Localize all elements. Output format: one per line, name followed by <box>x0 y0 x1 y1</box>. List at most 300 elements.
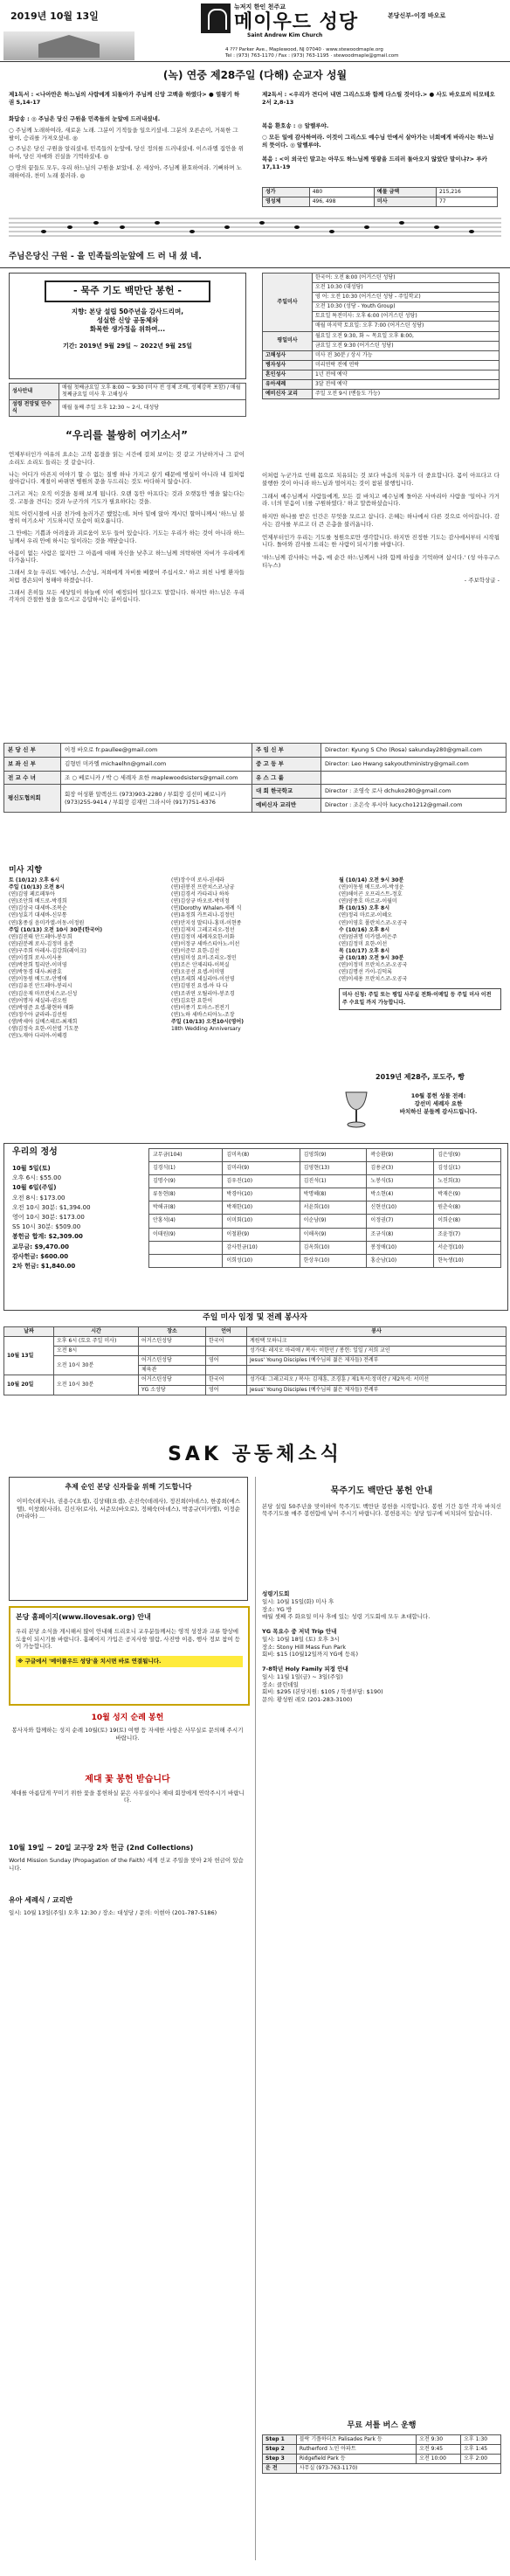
donor-cell: 노봉식(5) <box>367 1175 434 1188</box>
staff-role: 중 고 등 부 <box>252 757 321 771</box>
sacrament-name: 병자성사 <box>263 360 313 370</box>
intention-line: (연)노재아 다리아-이혜경 <box>9 1033 67 1040</box>
donor-cell: 서윤희(10) <box>300 1201 367 1215</box>
finance-line: 봉헌금 합계: $2,309.00 <box>12 1233 83 1241</box>
intention-line: (연)김영진 요셉-아 다 다 <box>171 983 228 990</box>
shuttle-stop: Ridgefield Park 등 <box>296 2455 416 2464</box>
intention-line: (연)해이곤 오프리스트-정호 <box>339 891 403 898</box>
essay-right-column <box>262 472 500 584</box>
staff-contact: Director: Kyung S Cho (Rosa) sakunday280@gmail.com <box>321 744 507 758</box>
staff-contact: Director: Leo Hwang sakyouthministry@gmail.com <box>321 757 507 771</box>
psalm-line: ○ 땅의 끝들도 모두, 우리 하느님의 구원을 보았네. 온 세상아, 주님께 환호하여라. 기뻐하며 노래하여라, 찬미 노래 불러라. ◎ <box>9 163 242 179</box>
intention-line: (연)이정미 프란치스코-오공국 <box>339 962 408 969</box>
donor-cell: 김영희(9) <box>300 1149 367 1162</box>
intention-line: (연)이세용 프란치스코-오공국 <box>339 976 408 983</box>
duty-lang: 영어 <box>206 1356 247 1366</box>
donor-cell <box>149 1254 223 1267</box>
shuttle-time: 오전 10:00 <box>417 2455 461 2464</box>
intention-line: (연)이동원 베드로-안병애 <box>9 976 67 983</box>
intention-line: 주일 (10/13) 오전 10시 30분(한국어) <box>9 926 103 933</box>
donor-list <box>377 1092 500 1115</box>
donor-cell: 한녹생(10) <box>434 1254 501 1267</box>
shuttle-step: Step 2 <box>263 2445 297 2455</box>
intention-line: (연)조세희 세실리아-이선영 <box>171 976 235 983</box>
donor-cell: 곽승환(9) <box>367 1149 434 1162</box>
duty-place: 어거스틴성당 <box>139 1356 206 1366</box>
duty-detail <box>247 1366 507 1375</box>
intention-line: (연)유정희 카트리나-김정민 <box>171 912 235 919</box>
intention-line: 18th Wedding Anniversary <box>171 1025 241 1032</box>
mission-text: World Mission Sunday (Propagation of the Faith) 세계 선교 주일을 맞아 2차 헌금이 있습니다. <box>9 1856 244 1872</box>
rosary-campaign-box <box>9 273 246 379</box>
donor-cell: 노진희(3) <box>434 1175 501 1188</box>
donor-thanks: 바치하신 분들께 감사드립니다. <box>399 1107 478 1115</box>
intention-line: (연)김정미 요한-이선 <box>339 940 388 947</box>
sacrament-name: 예비신자 교리 <box>263 390 313 399</box>
donor-row <box>149 1188 501 1201</box>
campaign-intent: 화목한 생가정을 위하여... <box>89 325 166 334</box>
psalm-title: 화답송 : ◎ 주님은 당신 구원을 민족들의 눈앞에 드러내셨네. <box>9 115 161 122</box>
duty-place: 어거스틴성당 <box>139 1375 206 1385</box>
rosary-campaign-title: - 묵주 기도 백만단 봉헌 - <box>45 280 210 302</box>
donor-cell: 김진석(1) <box>300 1175 367 1188</box>
donor-cell: 이철환(9) <box>223 1228 300 1241</box>
donor-cell: 이미회(10) <box>223 1215 300 1228</box>
stat-value: 480 <box>309 188 374 197</box>
donor-row <box>149 1241 501 1254</box>
intention-line: (연)정수아 글라라-김선원 <box>9 1011 67 1018</box>
donor-cell: 감사헌금(10) <box>223 1241 300 1254</box>
finance-summary <box>12 1164 143 1271</box>
duty-head: 봉사 <box>247 1327 507 1337</box>
duty-lang: 한국어 <box>206 1375 247 1385</box>
intention-line: (연)김유진 안드레아-봉리시 <box>9 983 72 990</box>
donor-row <box>149 1215 501 1228</box>
essay-paragraph: 나는 어디가 아픈지 이야기 할 수 없는 질병 하나 가지고 살기 때문에 병실이 아니라 내 집처럼 살아갑니다. 계절이 바뀌면 병원의 문을 두드리는 것도 마다하지 않습니다. <box>9 470 245 486</box>
essay-left-column <box>9 451 245 608</box>
donor-cell: 신현선(10) <box>367 1201 434 1215</box>
duty-lang: 영어 <box>206 1385 247 1395</box>
sak-item: 일시: 10월 15일(화) 미사 후 <box>262 1597 334 1605</box>
stat-value: 77 <box>436 197 497 207</box>
mass-intentions-col3 <box>339 877 501 1010</box>
intention-line: (연)김상규 바오로-박미정 <box>171 898 230 905</box>
sak-item: 일시: 10월 18일 (토) 오후 3시 <box>262 1635 340 1643</box>
sak-item: 회비: $15 (10월12일까지 YG에 등록) <box>262 1651 358 1658</box>
music-caption: 주님은당신 구원 - 을 민족들의눈앞에 드 러 내 셨 네. <box>9 252 202 261</box>
intention-line: (연)이준무 요한-김선 <box>171 947 220 954</box>
shuttle-time: 오후 1:30 <box>461 2435 501 2445</box>
mass-stats-table <box>262 187 498 207</box>
donor-cell: 박명혜(8) <box>300 1188 367 1201</box>
donor-row <box>149 1162 501 1175</box>
donor-cell: 교무금(104) <box>149 1149 223 1162</box>
staff-role: 전 교 수 녀 <box>4 771 61 785</box>
mass-row: 매월 마지막 토요일: 오후 7:00 (어거스틴 성당) <box>313 322 500 331</box>
donor-cell: 이희순(8) <box>434 1215 501 1228</box>
psalm-line: ○ 주님께 노래하여라, 새로운 노래. 그분이 기적들을 일으키셨네. 그분의 오른손이, 거룩한 그 팔이, 승리를 가져오셨네. ◎ <box>9 126 238 142</box>
stat-label: 영성체 <box>263 197 310 207</box>
altar-flower-notice <box>9 1774 246 1804</box>
sak-item: 회비: $295 (본당지원: $105 / 학생부담: $190) <box>262 1688 383 1696</box>
intention-line: (연)정리 마르코-이혜오 <box>339 912 392 919</box>
mission-title: 10월 19일 ~ 20일 교구장 2차 헌금 (2nd Collections) <box>9 1844 194 1852</box>
psalm-music-staff <box>9 213 501 248</box>
donor-cell: 한상우(10) <box>300 1254 367 1267</box>
staff-role: 보 좌 신 부 <box>4 757 61 771</box>
sacrament-info: 3달 전에 예약 <box>313 380 500 390</box>
sacrament-text: 매월 첫째금요일 오후 8:00 ~ 9:30 (미사 전 성체 조배, 성체강복 포함) / 매월 첫째금요일 미사 후 고해성사 <box>59 384 246 400</box>
bulletin-date: 2019년 10월 13일 <box>10 10 99 22</box>
intention-line: (연)김정미 세례자요한-이화 <box>171 933 235 940</box>
mass-row: 영 어: 오전 10:30 (어거스틴 성당 - 주일학교) <box>313 293 500 302</box>
donor-cell: 김옥희(10) <box>300 1241 367 1254</box>
donor-cell: 류동현(8) <box>149 1188 223 1201</box>
sacrament-info: 주일 오전 9시 (멘들도 가능) <box>313 390 500 399</box>
duty-date: 10월 20일 <box>4 1375 54 1395</box>
donor-row <box>149 1254 501 1267</box>
weekday-row: 금요일 오전 9:30 (어거스틴 성당) <box>313 341 500 350</box>
donor-cell: 이태원(9) <box>149 1228 223 1241</box>
bulletin-header <box>0 0 510 62</box>
intention-line: (연)성효기 대세바-신부통 <box>9 912 67 919</box>
duty-detail: 성가대: 그레고리오 / 복사: 김재훈, 조경훈 / 제1독서:정미란 / 제2독서: 서미선 <box>247 1375 507 1385</box>
duty-place: 어거스틴성당 <box>139 1337 206 1347</box>
donor-cell: 박재한(10) <box>223 1201 300 1215</box>
duty-time: 오전 10시 30분 <box>54 1356 139 1375</box>
duty-head: 날짜 <box>4 1327 54 1337</box>
intention-line: (연)Dorothy Whalen-세례 식 <box>171 905 242 912</box>
pilgrim-notice <box>9 1713 246 1742</box>
finance-line: 2차 헌금: $1,840.00 <box>12 1262 76 1270</box>
mass-row: 한국어: 오전 8:00 (어거스틴 성당) <box>313 274 500 283</box>
duty-detail: Jesus' Young Disciples (예수님의 젊은 제자들) 전례부 <box>247 1356 507 1366</box>
finance-line: 오전 8시: $173.00 <box>12 1194 65 1201</box>
reading-1: 제1독서 : <나아만은 하느님의 사람에게 되돌아가 주님께 신앙 고백을 하였다> ● 열왕기 하권 5,14-17 <box>9 91 240 106</box>
intention-line: 주일 (10/13) 오전10시(영어) <box>171 1018 244 1025</box>
sak-item: YG 목요수 중 저녁 Trip 안내 <box>262 1628 337 1636</box>
reading-2: 제2독서 : <우리가 견디어 내면 그리스도와 함께 다스릴 것이다.> ● 사도 바오로의 티모테오 2서 2,8-13 <box>262 91 495 106</box>
finance-line: SS 10시 30분: $509.00 <box>12 1223 81 1231</box>
sak-item: 7-8학년 Holy Family 피정 안내 <box>262 1665 348 1673</box>
duty-detail: 성가대: 레지오 마리애 / 복사: 이한민 / 봉헌: 일일 / 저희 교인 <box>247 1347 507 1356</box>
duty-time: 오전 10시 30분 <box>54 1375 139 1395</box>
essay-paragraph: 치트 어린시절에 시골 친가에 놀러가곤 했었는데, 처마 밑에 앉아 계시던 할머니께서 '하느님 불쌍히 여기소서' 기도하시던 모습이 떠오릅니다. <box>9 509 245 525</box>
sacrament-label: 성사안내 <box>10 384 59 400</box>
donor-cell: 김미옥(8) <box>223 1149 300 1162</box>
intention-line: (연)조은 안제리타-이복실 <box>171 962 230 969</box>
donor-cell: 원춘숙(8) <box>434 1201 501 1215</box>
intention-line: 토 (10/12) 오후 6시 <box>9 877 60 883</box>
intention-line: (연)양종호 마르코-이월미 <box>339 898 397 905</box>
weekday-row: 월요일 오전 9:30, 화 ~ 목요일 오후 8:00, <box>313 331 500 341</box>
gospel-acclamation: ○ 모든 일에 감사하여라. 이것이 그리스도 예수님 안에서 살아가는 너희에게 바라시는 하느님의 뜻이다. ◎ 알렐루야. <box>262 133 494 149</box>
essay-paragraph: 이처럼 누군가로 인해 몸으로 치유되는 것 보다 마음의 치유가 더 중요합니다. 몸이 아프다고 다 불행한 것이 아니라 하느님과 멀어지는 것이 참된 불행입니다. <box>262 472 500 487</box>
weekday-mass-label: 평일미사 <box>263 331 313 350</box>
finance-title: 우리의 정성 <box>12 1147 58 1157</box>
donor-cell: 이정권(7) <box>367 1215 434 1228</box>
altar-flower-text: 제대를 아름답게 꾸미기 위한 꽃을 봉헌하실 분은 사무실이나 제대 회장에게 연락주시기 바랍니다. <box>10 1789 245 1804</box>
intention-line: 월 (10/14) 오전 9시 30분 <box>339 877 404 883</box>
pilgrim-title: 10월 성지 순례 봉헌 <box>91 1714 164 1722</box>
shuttle-time: 오후 2:00 <box>461 2455 501 2464</box>
intention-line: (연)이영호 폴란치스코-오공국 <box>339 919 408 926</box>
sak-item: 성령기도회 <box>262 1590 290 1597</box>
essay-paragraph: 그래서 오늘 우리도 '예수님, 스승님, 저희에게 자비를 베풀어 주십시오.' 하고 외친 나병 환자들처럼 겸손되이 청해야 하겠습니다. <box>9 569 245 584</box>
finance-line: 10월 5일(토) <box>12 1165 51 1172</box>
donor-line: 10월 봉헌 성물 전례: <box>410 1092 466 1099</box>
finance-line: 교무금: $9,470.00 <box>12 1243 69 1250</box>
donor-cell: 박경아(10) <box>223 1188 300 1201</box>
sacrament-info: 미리연락 전에 연락 <box>313 360 500 370</box>
shuttle-time: 오전 9:30 <box>417 2435 461 2445</box>
intention-line: (연)구주희 아레사-김강희(레이크) <box>9 947 86 954</box>
donor-cell: 박소현(4) <box>367 1188 434 1201</box>
intention-line: (연)장수미 로사-권세라 <box>171 877 224 883</box>
intention-line: (연)조안희 베드로-박경희 <box>9 898 67 905</box>
rosary-notice-text: 본당 설립 50주년을 맞이하여 묵주기도 백만단 봉헌을 시작합니다. 봉헌 기간 동안 각자 바치신 묵주기도를 매주 봉헌함에 넣어 주시기 바랍니다. 봉헌용지는 성당 입구에 비치되어 있습니다. <box>262 1502 501 1518</box>
duty-time: 오후 6시 (토요 주일 미사) <box>54 1337 139 1347</box>
duty-place: 체육관 <box>139 1366 206 1375</box>
duty-table-title: 주일 미사 임정 및 전례 봉사자 <box>203 1313 307 1322</box>
intention-line: (연)권분례 로사-김정미 올분 <box>9 940 74 947</box>
donor-cell: 김경식(1) <box>149 1162 223 1175</box>
gospel-acclamation-title: 복음 환호송 : ◎ 알렐루야. <box>262 122 329 129</box>
donor-cell: 박재은(9) <box>434 1188 501 1201</box>
intention-line: 금 (10/18) 오전 9시 30분 <box>339 955 404 962</box>
staff-contact: 조 ○ 베로니카 / 박 ○ 세례자 요한 maplewoodsisters@gmail.com <box>61 771 252 785</box>
memorial-box <box>9 1477 248 1601</box>
intention-line: (생)김정숙 요한-이선엽 기도문 <box>9 1025 79 1032</box>
gospel-reading: 복음 : <이 외국인 말고는 아무도 하느님께 영광을 드리러 돌아오지 않았단 말이냐?> 루카 17,11-19 <box>262 156 487 171</box>
intention-line: 화 (10/15) 오후 8시 <box>339 905 390 912</box>
stat-value: 496, 498 <box>309 197 374 207</box>
donor-cell: 이순남(9) <box>300 1215 367 1228</box>
shuttle-title: 무료 셔틀 버스 운행 <box>347 2421 417 2430</box>
duty-detail: 계원택 모하니크 <box>247 1337 507 1347</box>
intention-line: (연)김명선 카이-김덕록 <box>339 969 392 976</box>
pilgrim-text: 봉사자와 함께하는 성지 순례 10월(토) 19(토) 여행 등 자세한 사항은 사무실로 문의해 주시기 바랍니다. <box>11 1727 244 1742</box>
donor-cell: 홍순남(10) <box>367 1254 434 1267</box>
staff-role: 대 회 한국학교 <box>252 785 321 799</box>
duty-head: 언어 <box>206 1327 247 1337</box>
mass-row: 오전 10:30 (성당 - Youth Group) <box>313 302 500 312</box>
staff-role: 예비신자 교리반 <box>252 799 321 813</box>
essay-paragraph: 하지만 하나를 받은 인간은 무엇을 모르고 삽니다. 은혜는 하나에서 다른 것으로 이어집니다. 감사는 감사를 부르고 더 큰 은총을 불러옵니다. <box>262 513 500 528</box>
stat-value: 215,216 <box>436 188 497 197</box>
intention-line: (연)김제지 그레고리오-정선 <box>171 926 235 933</box>
mass-row: 오전 10:30 (대성당) <box>313 283 500 293</box>
address-line: 4 ??? Parker Ave., Maplewood, NJ 07040 · www.stewoodmaple.org <box>225 47 383 52</box>
donor-cell: 조윤정(7) <box>434 1228 501 1241</box>
intention-line: (연)오공선 요셉-이미영 <box>171 969 224 976</box>
sunday-title: (녹) 연중 제28주일 (다해) 순교자 성월 <box>162 69 348 81</box>
staff-role: 평신도협의회 <box>4 785 61 813</box>
donor-row <box>149 1149 501 1162</box>
intention-line: (연)권봉진 프란치스코-남궁 <box>171 884 235 891</box>
essay-paragraph: 언제부터인가 여유의 요소는 고작 몸결을 읽는 시간에 걸쳐 보이는 것 같고 가난하거나 그 같이 소리도 소리도 들리는 것 같습니다. <box>9 451 245 466</box>
sak-item: 매월 셋째 주 화요일 미사 후에 있는 성령 기도회에 모두 초대합니다. <box>262 1613 431 1621</box>
intention-line: (연)김진태 안드레아-봉두희 <box>9 933 72 940</box>
duty-lang <box>206 1366 247 1375</box>
sak-item: 일시: 11월 1일(금) ~ 3일(주일) <box>262 1672 343 1680</box>
duty-date: 10월 13일 <box>4 1337 54 1375</box>
homepage-notice <box>9 1606 250 1706</box>
sak-right-items <box>262 1590 501 1704</box>
intention-line: (연)김운재 마프란치스코-신성 <box>9 990 78 997</box>
sak-item: 장소: Stony Hill Mass Fun Park <box>262 1643 347 1651</box>
essay-signature: - 주보학상글 - <box>464 576 500 584</box>
sunday-mass-label: 주일미사 <box>263 274 313 332</box>
intention-line: (연)노하 세바스티아노-조장 <box>171 1011 235 1018</box>
intention-line: (연)홍종심 음미카엘-이동-이정원 <box>9 919 85 926</box>
duty-table <box>3 1326 507 1395</box>
intention-line: (연)조귀연 오틸리아-봉조경 <box>171 990 235 997</box>
donor-cell: 김은영(9) <box>434 1149 501 1162</box>
duty-head: 시간 <box>54 1327 139 1337</box>
baptism-notice <box>9 1896 246 1917</box>
finance-line: 감사헌금: $600.00 <box>12 1252 69 1260</box>
essay-paragraph: 그러고 저는 오직 이것을 통해 보게 됩니다. 오랜 동안 아프다는 것과 오랫동안 병을 앓는다는 것. 고통을 견디는 것과 누군가의 기도가 필요하다는 것을. <box>9 490 245 505</box>
shuttle-step: Step 3 <box>263 2455 297 2464</box>
stat-label: 예물 금액 <box>374 188 436 197</box>
shuttle-table <box>262 2434 501 2474</box>
sacrament-name: 혼인성사 <box>263 370 313 379</box>
psalm-block <box>9 115 245 179</box>
stat-label: 미사 <box>374 197 436 207</box>
staff-role: 유 스 그 룹 <box>252 771 321 785</box>
parish-priest: 본당신부-이경 바오로 <box>388 12 446 19</box>
intention-line: 수 (10/16) 오후 8시 <box>339 926 390 933</box>
donor-cell: 봉정애(10) <box>367 1241 434 1254</box>
shuttle-contact: 사무실 (973-763-1170) <box>296 2464 500 2474</box>
chalice-icon <box>339 1087 374 1131</box>
donor-cell: 김성실(1) <box>434 1162 501 1175</box>
contact-line: Tel : (973) 763-1170 / Fax : (973) 763-1195 · stewoodmaple@gmail.com <box>225 53 399 59</box>
donor-cell: 김우진(10) <box>223 1175 300 1188</box>
altar-flower-title: 제대 꽃 봉헌 받습니다 <box>85 1775 170 1784</box>
mass-row: 토요일 특전미사: 오후 6:00 (어거스틴 성당) <box>313 312 500 322</box>
donor-row <box>149 1228 501 1241</box>
intention-line: 주일 (10/13) 오전 8시 <box>9 884 65 891</box>
shuttle-time: 오전 9:45 <box>417 2445 461 2455</box>
church-photo <box>3 31 134 60</box>
church-title: 메이우드 성당 <box>234 11 359 33</box>
essay-paragraph: 그래서 예수님께서 사람들에게, 모든 걸 바치고 예수님께 돌아온 사마리아 사람을 '일어나 가거라. 너의 믿음이 너를 구원하였다.' 하고 말씀하셨습니다. <box>262 492 500 508</box>
donor-cell: 김용균(3) <box>367 1162 434 1175</box>
finance-line: 영어 10시 30분: $173.00 <box>12 1213 85 1221</box>
donor-row <box>149 1175 501 1188</box>
duty-head: 장소 <box>139 1327 206 1337</box>
duty-place: YG 소성당 <box>139 1385 206 1395</box>
baptism-text: 일시: 10월 13일(주일) 오후 12:30 / 장소: 대성당 / 문의: 이현아 (201-787-5186) <box>9 1908 217 1916</box>
intention-line: (생)박세아 실베스테르-최재희 <box>9 1018 78 1025</box>
campaign-intent: 성실한 신앙 공동체와 <box>96 315 159 324</box>
sak-news-title: SAK 공동체소식 <box>168 1444 342 1465</box>
mass-intentions-title: 미사 지향 <box>9 866 42 875</box>
donor-cell: 김영현(13) <box>300 1162 367 1175</box>
shuttle-step: 운 전 <box>263 2464 297 2474</box>
intention-line: (연)임미성 요비-조리오-정민 <box>171 955 237 962</box>
sacrament-info: 1년 전에 예약 <box>313 370 500 379</box>
stat-label: 성가 <box>263 188 310 197</box>
intention-line: (연)이경희 로사-이사용 <box>9 955 62 962</box>
sak-item: 문의: 황성원 레오 (201-283-3100) <box>262 1696 353 1704</box>
donor-cell: 조규식(8) <box>367 1228 434 1241</box>
staff-contact: Director : 조영숙 로사 dchuko280@gmail.com <box>321 785 507 799</box>
intention-line: (연)안지성 말티나-홍미-이현종 <box>171 919 242 926</box>
duty-lang: 한국어 <box>206 1337 247 1347</box>
memorial-title: 추제 순인 본당 신자들을 위해 기도합니다 <box>65 1483 192 1491</box>
intention-line: (연)박찬희 힐리안-이미영 <box>9 962 67 969</box>
donor-cell: 이희성(10) <box>223 1254 300 1267</box>
holy-text: 매월 둘째 주일 오후 12:30 ~ 2시, 대성당 <box>59 400 246 417</box>
rosary-notice <box>262 1485 501 1518</box>
staff-role: 주 임 신 부 <box>252 744 321 758</box>
mass-intentions-col2 <box>171 877 328 1033</box>
sacrament-name: 고해성사 <box>263 350 313 360</box>
holy-label: 성령 전망및 안수식 <box>10 400 59 417</box>
donor-names-table <box>148 1148 501 1268</box>
essay-paragraph: 그 안에는 기쁨과 어려움과 괴로움이 모두 들어 있습니다. 기도는 우리가 하는 것이 아니라 하느님께서 우리 안에 하시는 일이라는 것을 깨닫습니다. <box>9 530 245 544</box>
donor-line: 강선미 세례자 요한 <box>414 1099 463 1107</box>
staff-contact: 이경 바오로 fr.paullee@gmail.com <box>61 744 252 758</box>
mass-schedule-table <box>262 273 500 399</box>
rosary-notice-title: 묵주기도 백만단 봉헌 안내 <box>330 1486 433 1496</box>
sak-item: 장소: 클린데일 <box>262 1680 299 1688</box>
intention-note: 미사 신청: 주일 또는 평일 사무실 전화·이메일 등 주일 미사 이전 주 수요일 까지 가능합니다. <box>339 988 501 1009</box>
psalm-line: ○ 주님은 당신 구원을 알리셨네. 민족들의 눈앞에, 당신 정의를 드러내셨네. 이스라엘 집안을 위하여, 당신 자애와 진실을 기억하셨네. ◎ <box>9 145 244 161</box>
donor-cell: 이해옥(9) <box>300 1228 367 1241</box>
shuttle-step: Step 1 <box>263 2435 297 2445</box>
intention-line: 목 (10/17) 오후 8시 <box>339 947 390 954</box>
essay-paragraph: '하느님께 감사하는 마음, 매 순간 하느님께서 나와 함께 하심을 기억하며 삽시다.' (성 아우구스티누스) <box>262 554 500 569</box>
church-address <box>225 47 398 60</box>
essay-paragraph: 언제부터인가 우리는 기도를 청원으로만 생각합니다. 하지만 진정한 기도는 감사에서부터 시작됩니다. 돌아와 감사를 드리는 한 사람이 되시기를 바랍니다. <box>262 533 500 549</box>
offering-donors-title: 2019년 제28주, 포도주, 빵 <box>376 1073 465 1081</box>
duty-lang <box>206 1347 247 1356</box>
intention-line: (연)이동원 베드로-이-박성운 <box>339 884 404 891</box>
shuttle-time: 오후 1:45 <box>461 2445 501 2455</box>
homepage-note: ※ 구글에서 '메이플우드 성당'을 치시면 바로 연결됩니다. <box>16 1656 243 1667</box>
church-logo <box>201 3 231 33</box>
sak-divider <box>255 1477 256 2560</box>
church-eng-name: Saint Andrew Kim Church <box>247 32 323 38</box>
donor-cell: 서순정(10) <box>434 1241 501 1254</box>
campaign-period: 기간: 2019년 9월 29일 ~ 2022년 9월 25일 <box>62 343 192 350</box>
intention-line: (연)어명자 세실라-권오원 <box>9 997 67 1004</box>
intention-line: (연)이종기 토마스-전전기 <box>171 1004 230 1011</box>
donor-cell: 안홍석(4) <box>149 1215 223 1228</box>
intention-line: (연)엄귀명 미카엘-이은주 <box>339 933 397 940</box>
intention-line: (연)박동경 대사-최광호 <box>9 969 62 976</box>
sacrament-name: 유아세례 <box>263 380 313 390</box>
essay-paragraph: 아픔이 없는 사람은 없지만 그 아픔에 대해 자신을 낮추고 하느님께 의탁하면 자비가 우리에게 다가옵니다. <box>9 549 245 564</box>
gospel-block <box>262 122 498 171</box>
mission-notice <box>9 1844 246 1872</box>
intention-line: (연)김영 페르페투아 <box>9 891 55 898</box>
intention-line: (연)김상국 대세바-조복순 <box>9 905 67 912</box>
sacrament-info: 미사 전 30분 / 상시 가능 <box>313 350 500 360</box>
baptism-title: 유아 세례식 / 교리반 <box>9 1896 73 1904</box>
divider <box>0 267 510 268</box>
homepage-text: 우리 본당 소식을 게시해서 많이 안내해 드리오니 교우분들께서는 영적 성장과 교류 향상에 도움이 되시기를 바랍니다. 홈페이지 가입은 공지사항 열람, 사진방 이용, 행사 정보 참여 등이 가능합니다. <box>16 1627 241 1651</box>
staff-role: 본 당 신 부 <box>4 744 61 758</box>
intention-line: (연)이정규 세바스티아노-이선 <box>171 940 240 947</box>
sak-item: 장소: YG 방 <box>262 1605 293 1613</box>
staff-contact: Director : 조은숙 루시아 lucy.cho1212@gmail.com <box>321 799 507 813</box>
duty-detail: Jesus' Young Disciples (예수님의 젊은 제자들) 전례부 <box>247 1385 507 1395</box>
